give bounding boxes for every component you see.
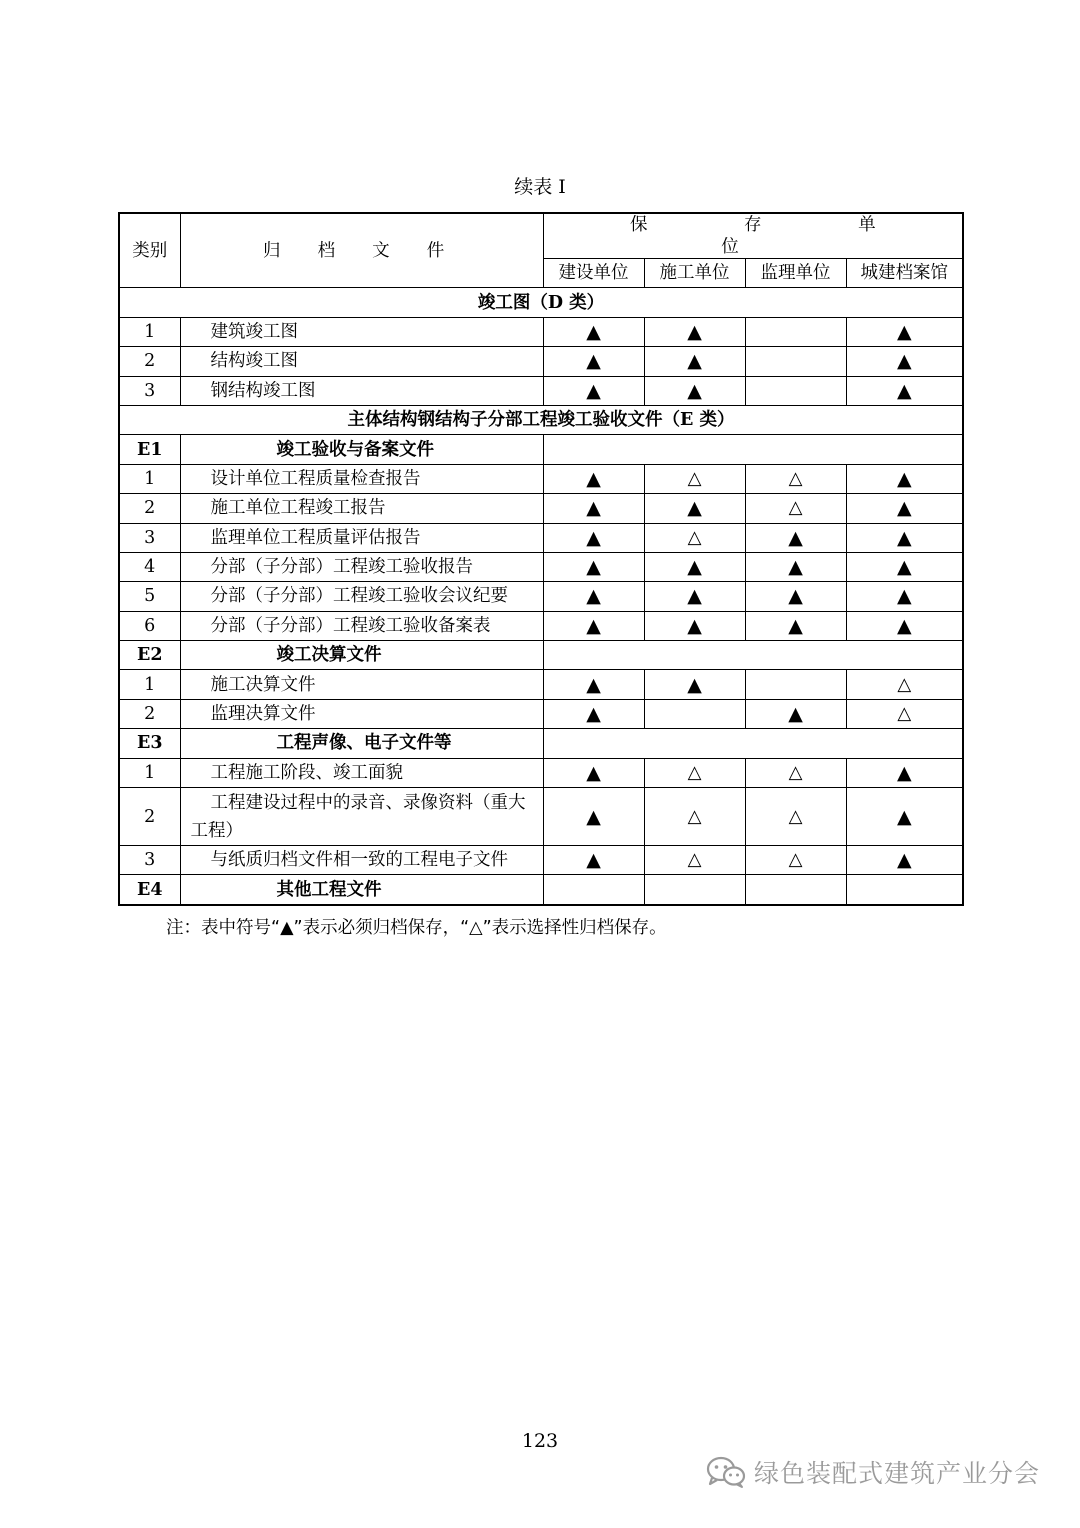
- table-row: [119, 376, 963, 405]
- group-code: E1: [119, 435, 180, 464]
- row-number: 2: [119, 699, 180, 728]
- group-title: 竣工决算文件: [180, 641, 543, 670]
- mark-owner: ▲: [543, 611, 644, 640]
- mark-owner: ▲: [543, 552, 644, 581]
- mark-archive: △: [846, 699, 963, 728]
- document-name: 工程施工阶段、竣工面貌: [180, 758, 543, 787]
- mark-contractor: △: [644, 788, 745, 846]
- table-row: [119, 788, 963, 846]
- empty-cell: [846, 875, 963, 905]
- mark-supervisor: ▲: [745, 611, 846, 640]
- mark-supervisor: ▲: [745, 552, 846, 581]
- mark-owner: ▲: [543, 788, 644, 846]
- group-row-e2: [119, 641, 963, 670]
- mark-owner: ▲: [543, 317, 644, 346]
- document-name: 工程建设过程中的录音、录像资料（重大工程）: [180, 788, 543, 846]
- table-note: 注：表中符号“▲”表示必须归档保存，“△”表示选择性归档保存。: [166, 918, 667, 938]
- row-number: 2: [119, 347, 180, 376]
- mark-archive: ▲: [846, 582, 963, 611]
- group-title: 工程声像、电子文件等: [180, 729, 543, 758]
- mark-archive: ▲: [846, 523, 963, 552]
- table-row: [119, 582, 963, 611]
- group-code: E4: [119, 875, 180, 905]
- mark-contractor: △: [644, 464, 745, 493]
- mark-contractor: ▲: [644, 611, 745, 640]
- row-number: 4: [119, 552, 180, 581]
- mark-owner: ▲: [543, 846, 644, 875]
- empty-cell: [745, 875, 846, 905]
- table-row: [119, 552, 963, 581]
- document-name: 分部（子分部）工程竣工验收备案表: [180, 611, 543, 640]
- page-number: 123: [521, 1430, 559, 1452]
- row-number: 1: [119, 464, 180, 493]
- mark-archive: ▲: [846, 317, 963, 346]
- watermark: [706, 1452, 1040, 1492]
- table-row: [119, 699, 963, 728]
- row-number: 3: [119, 376, 180, 405]
- header-category: 类别: [119, 213, 180, 288]
- row-number: 1: [119, 758, 180, 787]
- mark-owner: ▲: [543, 376, 644, 405]
- header-unit-contractor: 施工单位: [644, 259, 745, 288]
- watermark-text: 绿色装配式建筑产业分会: [754, 1459, 1041, 1488]
- mark-owner: ▲: [543, 758, 644, 787]
- row-number: 1: [119, 317, 180, 346]
- table-row: [119, 670, 963, 699]
- archive-table: [118, 212, 964, 906]
- mark-supervisor: △: [745, 846, 846, 875]
- empty-cell: [644, 875, 745, 905]
- document-name: 分部（子分部）工程竣工验收报告: [180, 552, 543, 581]
- mark-owner: ▲: [543, 670, 644, 699]
- header-units-group: 保 存 单 位: [543, 213, 963, 259]
- group-row-e3: [119, 729, 963, 758]
- table-row: [119, 846, 963, 875]
- row-number: 6: [119, 611, 180, 640]
- table-row: [119, 523, 963, 552]
- mark-archive: ▲: [846, 347, 963, 376]
- header-unit-supervisor: 监理单位: [745, 259, 846, 288]
- document-name: 钢结构竣工图: [180, 376, 543, 405]
- section-title-e: 主体结构钢结构子分部工程竣工验收文件（E 类）: [119, 405, 963, 434]
- section-title-d: 竣工图（D 类）: [119, 288, 963, 317]
- mark-owner: ▲: [543, 464, 644, 493]
- document-name: 监理单位工程质量评估报告: [180, 523, 543, 552]
- group-row-e4: [119, 875, 963, 905]
- group-code: E3: [119, 729, 180, 758]
- row-number: 3: [119, 846, 180, 875]
- document-name: 施工决算文件: [180, 670, 543, 699]
- mark-supervisor: ▲: [745, 582, 846, 611]
- mark-supervisor: ▲: [745, 699, 846, 728]
- group-code: E2: [119, 641, 180, 670]
- table-row: [119, 611, 963, 640]
- mark-contractor: ▲: [644, 376, 745, 405]
- document-name: 建筑竣工图: [180, 317, 543, 346]
- header-row-1: [119, 213, 963, 259]
- table-row: [119, 317, 963, 346]
- mark-supervisor: [745, 317, 846, 346]
- mark-archive: ▲: [846, 552, 963, 581]
- mark-owner: ▲: [543, 494, 644, 523]
- table-row: [119, 494, 963, 523]
- table-caption: 续表 I: [514, 176, 566, 198]
- mark-supervisor: ▲: [745, 523, 846, 552]
- table-row: [119, 758, 963, 787]
- row-number: 1: [119, 670, 180, 699]
- table-row: [119, 347, 963, 376]
- mark-contractor: ▲: [644, 552, 745, 581]
- group-title: 竣工验收与备案文件: [180, 435, 543, 464]
- mark-contractor: ▲: [644, 582, 745, 611]
- empty-cell: [543, 875, 644, 905]
- mark-contractor: ▲: [644, 347, 745, 376]
- group-empty-cell: [543, 729, 963, 758]
- mark-owner: ▲: [543, 699, 644, 728]
- row-number: 5: [119, 582, 180, 611]
- mark-contractor: △: [644, 846, 745, 875]
- document-name: 监理决算文件: [180, 699, 543, 728]
- row-number: 3: [119, 523, 180, 552]
- row-number: 2: [119, 494, 180, 523]
- group-empty-cell: [543, 435, 963, 464]
- document-name: 分部（子分部）工程竣工验收会议纪要: [180, 582, 543, 611]
- mark-archive: ▲: [846, 611, 963, 640]
- header-unit-owner: 建设单位: [543, 259, 644, 288]
- header-unit-archive: 城建档案馆: [846, 259, 963, 288]
- wechat-icon: [706, 1455, 746, 1489]
- mark-archive: ▲: [846, 758, 963, 787]
- table-row: [119, 464, 963, 493]
- mark-archive: ▲: [846, 846, 963, 875]
- mark-archive: △: [846, 670, 963, 699]
- section-row-e: [119, 405, 963, 434]
- mark-contractor: △: [644, 523, 745, 552]
- group-empty-cell: [543, 641, 963, 670]
- mark-supervisor: △: [745, 758, 846, 787]
- mark-owner: ▲: [543, 582, 644, 611]
- mark-supervisor: △: [745, 494, 846, 523]
- section-row-d: [119, 288, 963, 317]
- mark-owner: ▲: [543, 523, 644, 552]
- mark-archive: ▲: [846, 494, 963, 523]
- mark-contractor: ▲: [644, 494, 745, 523]
- mark-archive: ▲: [846, 788, 963, 846]
- mark-contractor: △: [644, 758, 745, 787]
- mark-contractor: [644, 699, 745, 728]
- mark-archive: ▲: [846, 464, 963, 493]
- mark-owner: ▲: [543, 347, 644, 376]
- group-row-e1: [119, 435, 963, 464]
- mark-supervisor: [745, 376, 846, 405]
- mark-supervisor: △: [745, 788, 846, 846]
- mark-supervisor: [745, 670, 846, 699]
- header-document: 归 档 文 件: [180, 213, 543, 288]
- mark-supervisor: [745, 347, 846, 376]
- row-number: 2: [119, 788, 180, 846]
- document-name: 结构竣工图: [180, 347, 543, 376]
- mark-supervisor: △: [745, 464, 846, 493]
- document-name: 施工单位工程竣工报告: [180, 494, 543, 523]
- mark-contractor: ▲: [644, 670, 745, 699]
- mark-archive: ▲: [846, 376, 963, 405]
- document-name: 设计单位工程质量检查报告: [180, 464, 543, 493]
- document-name: 与纸质归档文件相一致的工程电子文件: [180, 846, 543, 875]
- group-title: 其他工程文件: [180, 875, 543, 905]
- mark-contractor: ▲: [644, 317, 745, 346]
